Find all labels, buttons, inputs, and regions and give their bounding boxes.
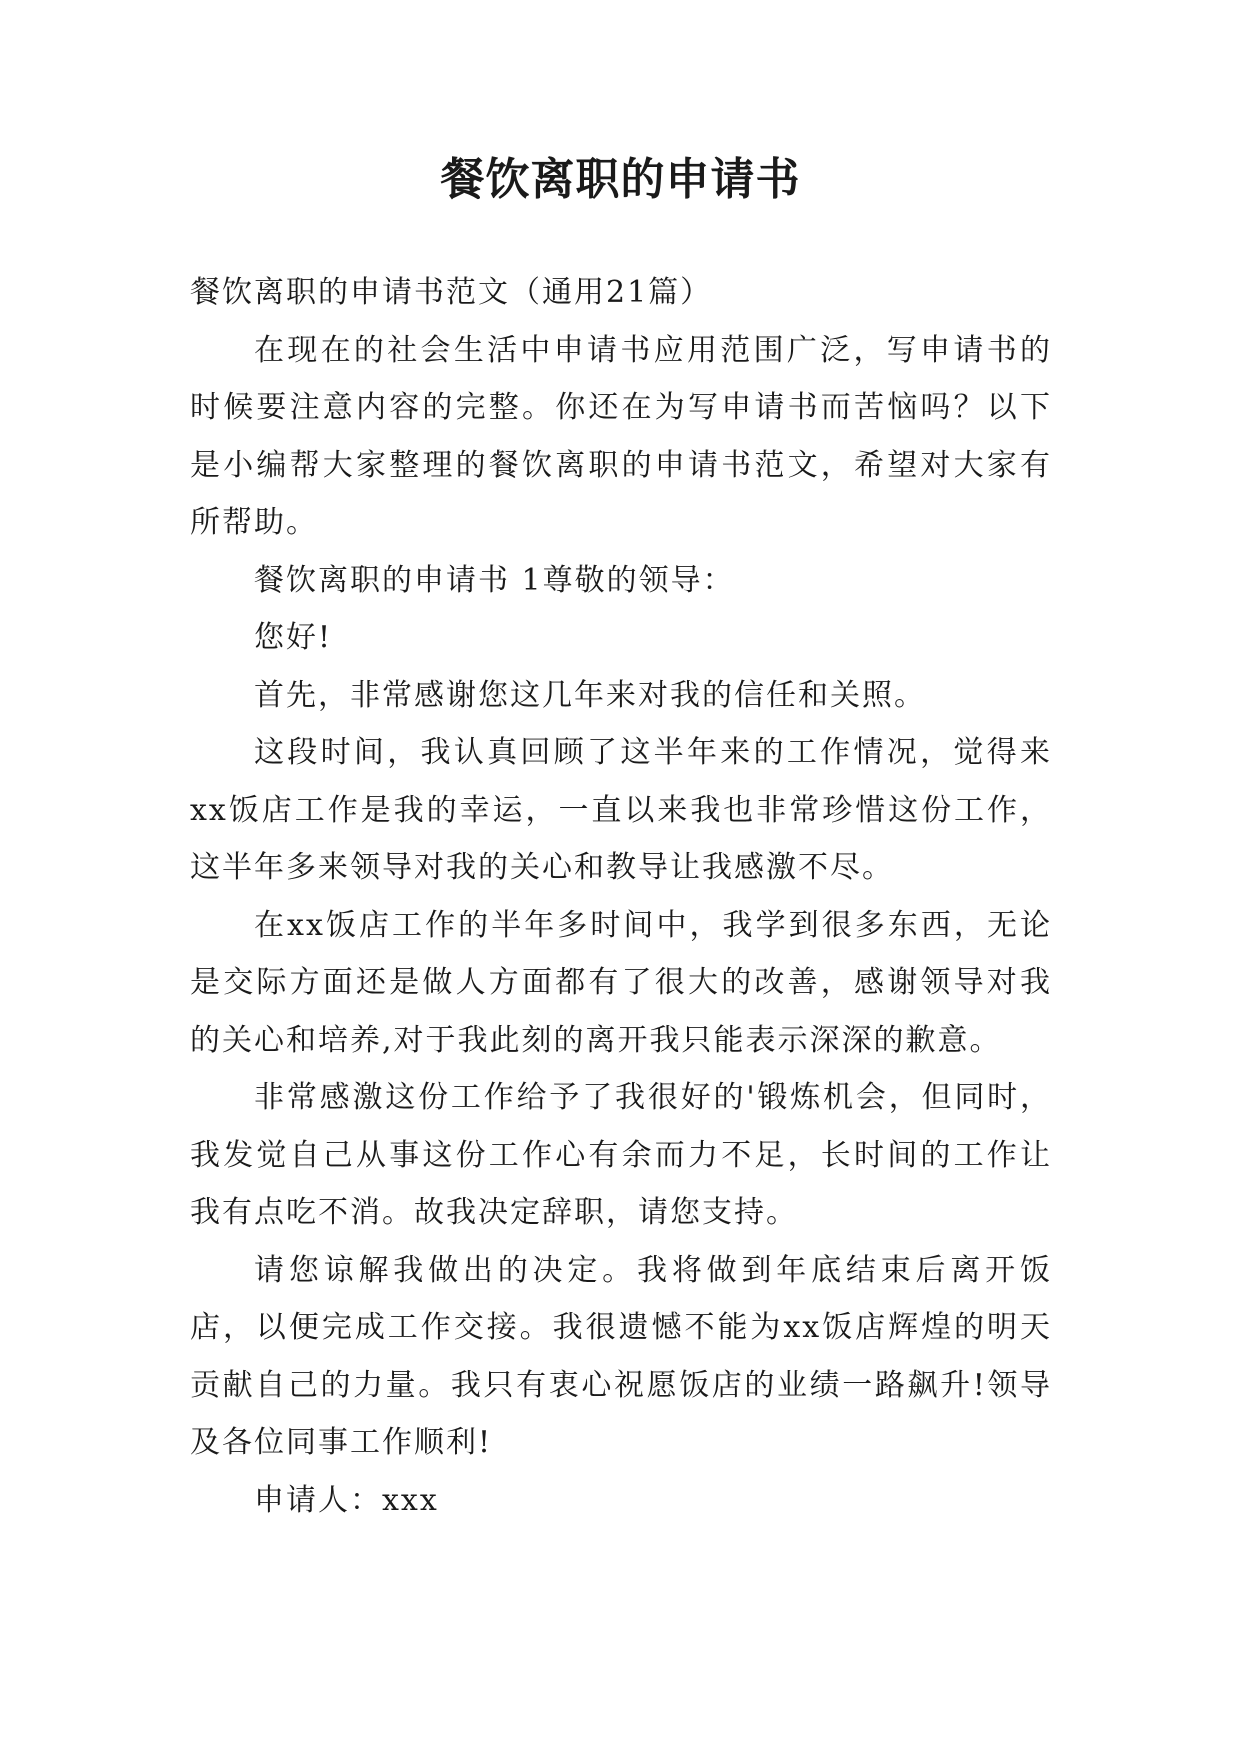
body-paragraph: 在xx饭店工作的半年多时间中，我学到很多东西，无论是交际方面还是做人方面都有了很大的改善，感谢领导对我的关心和培养,对于我此刻的离开我只能表示深深的歉意。 [190,907,1052,1058]
body-paragraph: 非常感激这份工作给予了我很好的'锻炼机会，但同时，我发觉自己从事这份工作心有余而力不足，长时间的工作让我有点吃不消。故我决定辞职，请您支持。 [190,1080,1052,1230]
intro-paragraph: 在现在的社会生活中申请书应用范围广泛，写申请书的时候要注意内容的完整。你还在为写申请书而苦恼吗？以下是小编帮大家整理的餐饮离职的申请书范文，希望对大家有所帮助。 [190,332,1052,540]
greeting: 您好! [254,620,333,655]
document-title: 餐饮离职的申请书 [440,154,801,205]
body-paragraph: 首先，非常感谢您这几年来对我的信任和关照。 [254,677,926,713]
applicant-signature: 申请人：xxx [254,1482,439,1518]
letter-heading: 餐饮离职的申请书 1尊敬的领导： [254,562,735,598]
document-body [190,264,1052,1529]
document-subtitle: 餐饮离职的申请书范文（通用21篇） [190,275,713,310]
body-paragraph: 请您谅解我做出的决定。我将做到年底结束后离开饭店，以便完成工作交接。我很遗憾不能为xx饭店辉煌的明天贡献自己的力量。我只有衷心祝愿饭店的业绩一路飙升!领导及各位同事工作顺利! [190,1252,1052,1460]
body-paragraph: 这段时间，我认真回顾了这半年来的工作情况，觉得来xx饭店工作是我的幸运，一直以来我也非常珍惜这份工作，这半年多来领导对我的关心和教导让我感激不尽。 [190,735,1052,885]
